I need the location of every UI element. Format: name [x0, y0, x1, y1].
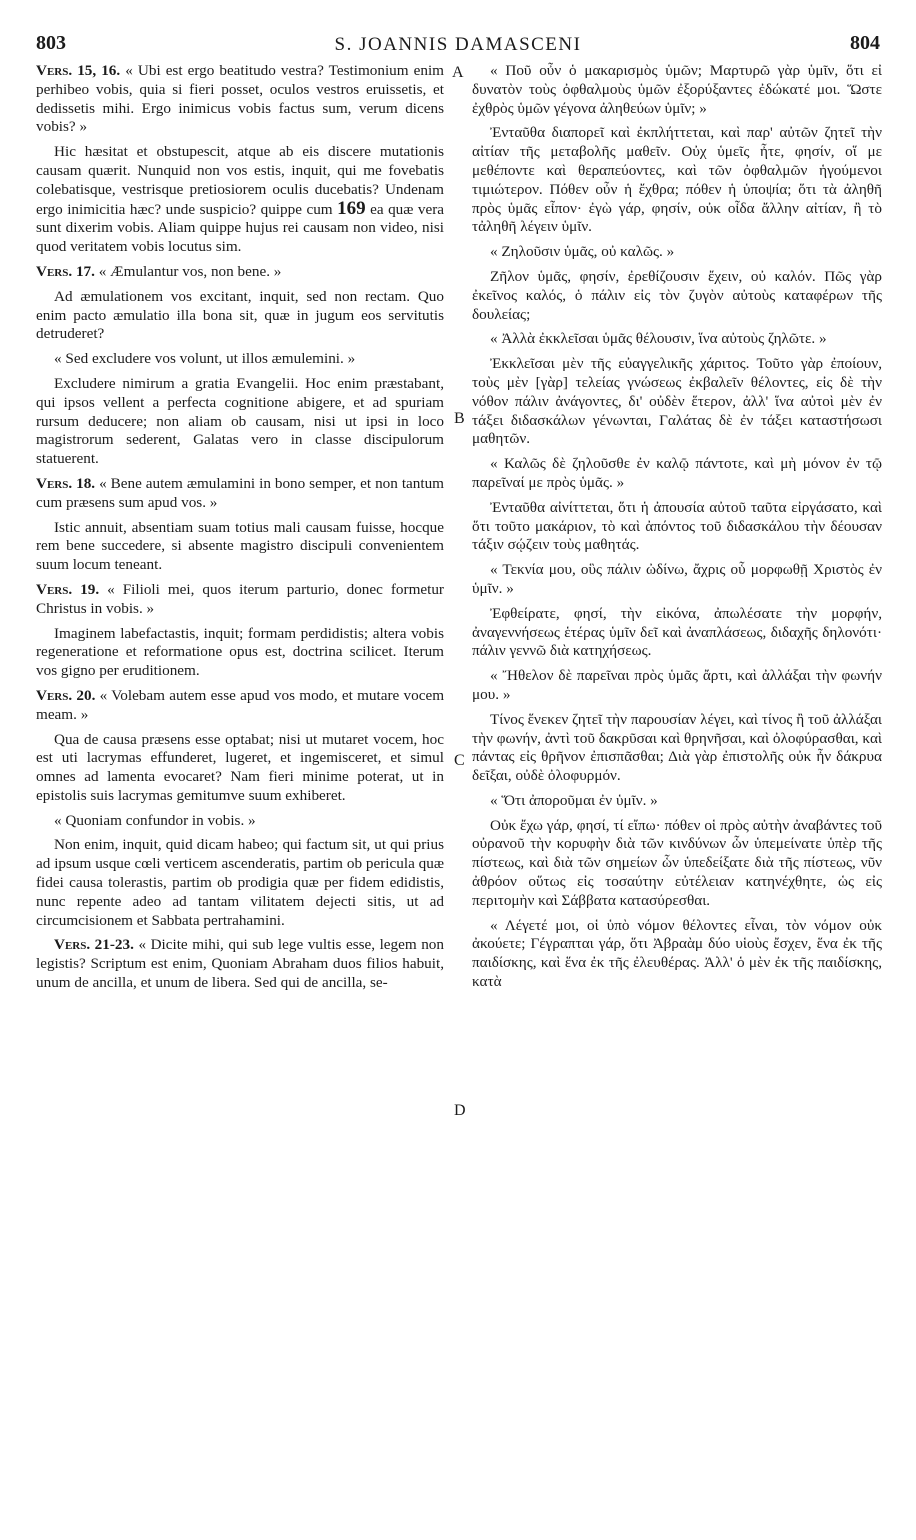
latin-paragraph: [36, 687, 444, 725]
latin-text: ea quæ vera sunt dixerim vobis. Aliam quippe hujus rei causam non video, nisi quod veritatem vobis locutus sim.: [36, 200, 445, 256]
verse-ref: Vers. 18.: [36, 474, 96, 492]
page-number-left: 803: [36, 32, 66, 54]
greek-column: [472, 62, 882, 998]
latin-paragraph: « Sed excludere vos volunt, ut illos æmulemini. »: [54, 350, 356, 368]
latin-paragraph: [36, 62, 444, 137]
latin-paragraph: [36, 143, 444, 257]
margin-letter-c: C: [454, 752, 465, 769]
latin-paragraph: « Quoniam confundor in vobis. »: [54, 811, 256, 829]
latin-column: [36, 62, 444, 999]
latin-text: Hic hæsitat et obstupescit, atque ab eis discere mutationis causam quærit. Nunquid non vos estis, inquit, qui me fovebatis colebatisque, vestrisque pretiosiorem oculis ducebatis? Undenam ergo inimicitia hæc? unde suspicio? quippe cum: [36, 143, 444, 218]
verse-text: « Filioli mei, quos iterum parturio, donec formetur Christus in vobis. »: [36, 580, 444, 617]
greek-paragraph: « Καλῶς δὲ ζηλοῦσθε ἐν καλῷ πάντοτε, καὶ μὴ μόνον ἐν τῷ παρεῖναί με πρὸς ὑμᾶς. »: [472, 455, 882, 491]
latin-paragraph: Istic annuit, absentiam suam totius mali causam fuisse, hocque rem bene succedere, si absente magistro discipuli convenientem suum locum teneant.: [36, 518, 444, 574]
running-header: [36, 32, 880, 60]
greek-paragraph: Ἐφθείρατε, φησί, τὴν εἰκόνα, ἀπωλέσατε τὴν μορφήν, ἀναγεννήσεως ἑτέρας ὑμῖν δεῖ καὶ ἀναπλάσεως, διδαχῆς δηλονότι· πάλιν γεννῶ διὰ κατηχήσεως.: [472, 604, 882, 660]
latin-paragraph: [36, 475, 444, 513]
latin-paragraph: [36, 936, 444, 992]
verse-text: « Bene autem æmulamini in bono semper, et non tantum cum præsens sum apud vos. »: [36, 474, 444, 511]
verse-text: « Dicite mihi, qui sub lege vultis esse, legem non legistis? Scriptum est enim, Quoniam Abraham duos filios habuit, unum de ancilla, et unum de libera. Sed qui de ancilla, se-: [36, 936, 444, 992]
greek-paragraph: « Ἀλλὰ ἐκκλεῖσαι ὑμᾶς θέλουσιν, ἵνα αὐτοὺς ζηλῶτε. »: [490, 330, 827, 348]
latin-paragraph: [36, 581, 444, 619]
greek-paragraph: « Ποῦ οὖν ὁ μακαρισμὸς ὑμῶν; Μαρτυρῶ γὰρ ὑμῖν, ὅτι εἰ δυνατὸν τοὺς ὀφθαλμοὺς ὑμῶν ἐξορύξαντες ἐδώκατέ μοι. Ὥστε ἐχθρὸς ὑμῶν γέγονα ἀληθεύων ὑμῖν; »: [472, 62, 882, 117]
verse-ref: Vers. 20.: [36, 686, 96, 704]
latin-paragraph: Qua de causa præsens esse optabat; nisi ut mutaret vocem, hoc est uti lacrymas effunderet, lugeret, et ingemisceret, et simul omnes ad lamenta evocaret? Nam fieri minime poterat, ut in epistolis suis lacrymas gemitumve suum exhiberet.: [36, 730, 444, 804]
page-number-right: 804: [850, 32, 880, 54]
verse-text: « Volebam autem esse apud vos modo, et mutare vocem meam. »: [36, 686, 445, 723]
verse-ref: Vers. 15, 16.: [36, 62, 121, 79]
greek-paragraph: Ζῆλον ὑμᾶς, φησίν, ἐρεθίζουσιν ἔχειν, οὐ καλόν. Πῶς γὰρ ἐκεῖνος καλός, ὁ πάλιν εἰς τὸν ζυγὸν αὐτοὺς καταφέρων τῆς δουλείας;: [472, 267, 882, 323]
greek-paragraph: « Ἤθελον δὲ παρεῖναι πρὸς ὑμᾶς ἄρτι, καὶ ἀλλάξαι τὴν φωνήν μου. »: [472, 667, 882, 703]
greek-paragraph: « Ζηλοῦσιν ὑμᾶς, οὐ καλῶς. »: [490, 243, 675, 261]
greek-paragraph: Ἐνταῦθα διαπορεῖ καὶ ἐκπλήττεται, καὶ παρ' αὐτῶν ζητεῖ τὴν αἰτίαν τῆς μεταβολῆς μαθεῖν. Οὐχ ὑμεῖς ἦτε, φησίν, οἵ με μεθέποντε καὶ θεραπεύοντες, καὶ τῶν ὀφθαλμῶν ἡγούμενοι τιμιώτερον. Πόθεν οὖν ἡ ἔχθρα; πόθεν ἡ ὑποψία; ὅτι τὰ ἀληθῆ πρὸς ὑμᾶς εἶπον· ἐγὼ γάρ, φησίν, οὐκ οἶδα ἄλλην αἰτίαν, ἢ τὸ τἀληθῆ λέγειν ὑμῖν.: [472, 124, 882, 236]
latin-paragraph: Imaginem labefactastis, inquit; formam perdidistis; altera vobis regeneratione et reformatione opus est, doctrina scilicet. Iterum vos gigno per eruditionem.: [36, 624, 444, 680]
verse-ref: Vers. 19.: [36, 580, 100, 598]
verse-ref: Vers. 17.: [36, 262, 95, 280]
greek-paragraph: Τίνος ἕνεκεν ζητεῖ τὴν παρουσίαν λέγει, καὶ τίνος ἢ τοῦ ἀλλάξαι τὴν φωνήν, ἀντὶ τοῦ δακρῦσαι καὶ θρηνῆσαι, καὶ ὀλοφύρασθαι, καὶ πάντας εἰς θρῆνον ἐπισπᾶσθαι; Διὰ γὰρ ἐπιστολῆς οὐκ ἦν δάκρυα δεῖξαι, οὐδὲ ὀλοφυρμόν.: [472, 710, 882, 785]
latin-paragraph: Non enim, inquit, quid dicam habeo; qui factum sit, ut qui prius ad ipsum usque cœli verticem ascenderatis, partim ob pericula quæ fidei causa tolerastis, partim ob prodigia quæ per fidem edidistis, nunc repente adeo ad tantam vilitatem dejecti sitis, ut ad circumcisionem et Sabbata pertrahamini.: [36, 836, 444, 929]
verse-text: « Ubi est ergo beatitudo vestra? Testimonium enim perhibeo vobis, quia si fieri posset, oculos vestros eruissetis, et dedissetis mihi. Ergo inimicus vobis factus sum, verum dicens vobis? »: [36, 62, 444, 136]
latin-paragraph: Excludere nimirum a gratia Evangelii. Hoc enim præstabant, qui ipsos vellent a perfecta cognitione abigere, et ad spuriam rursum deducere; non aliam ob causam, nisi ut ipsi in loco magistrorum sederent, Galatas vero in classe discipulorum statuerent.: [36, 374, 444, 468]
inline-page-number: 169: [337, 197, 366, 219]
latin-paragraph: Ad æmulationem vos excitant, inquit, sed non rectam. Quo enim pacto æmulatio illa bona sit, quæ in jugum eos servitutis detruderet?: [36, 287, 444, 343]
running-title: S. JOANNIS DAMASCENI: [334, 34, 582, 55]
greek-paragraph: « Τεκνία μου, οὓς πάλιν ὠδίνω, ἄχρις οὗ μορφωθῇ Χριστὸς ἐν ὑμῖν. »: [472, 561, 882, 597]
margin-letter-b: B: [454, 410, 465, 427]
greek-paragraph: Ἐνταῦθα αἰνίττεται, ὅτι ἡ ἀπουσία αὐτοῦ ταῦτα εἰργάσατο, καὶ ὅτι τοῦτο μακάριον, τὸ καὶ ἀπόντος τοῦ διδασκάλου τὴν δέουσαν τάξιν σῴζειν τοὺς μαθητάς.: [472, 498, 882, 554]
verse-ref: Vers. 21-23.: [54, 936, 134, 954]
verse-text: « Æmulantur vos, non bene. »: [98, 262, 282, 280]
margin-letter-a: A: [452, 64, 464, 81]
greek-paragraph: « Λέγετέ μοι, οἱ ὑπὸ νόμον θέλοντες εἶναι, τὸν νόμον οὐκ ἀκούετε; Γέγραπται γάρ, ὅτι Ἀβραὰμ δύο υἱοὺς ἔσχεν, ἕνα ἐκ τῆς παιδίσκης, καὶ ἕνα ἐκ τῆς ἐλευθέρας. Ἀλλ' ὁ μὲν ἐκ τῆς παιδίσκης, κατὰ: [472, 916, 882, 991]
greek-paragraph: « Ὅτι ἀποροῦμαι ἐν ὑμῖν. »: [490, 791, 658, 809]
greek-paragraph: Ἐκκλεῖσαι μὲν τῆς εὐαγγελικῆς χάριτος. Τοῦτο γὰρ ἐποίουν, τοὺς μὲν [γὰρ] τελείας γνώσεως ἐκβαλεῖν θέλοντες, εἰς δὲ τὴν νόθον πάλιν ἀνάγοντες, δι' οὐδὲν ἕτερον, ἀλλ' ἵνα αὐτοὶ μὲν ἐν τάξει διδασκάλων γένωνται, Γαλάτας δὲ ἐν τάξει καταστήσωσι μαθητῶν.: [472, 355, 882, 448]
margin-letter-d: D: [454, 1102, 466, 1119]
greek-paragraph: Οὐκ ἔχω γάρ, φησί, τί εἴπω· πόθεν οἱ πρὸς αὐτὴν ἀναβάντες τοῦ οὐρανοῦ τὴν κορυφὴν διὰ τῶν κινδύνων ὧν ὑπεμείνατε ὑπὲρ τῆς πίστεως, καὶ διὰ τῶν σημείων ὧν ὑπεδείξατε διὰ τῆς πίστεως, νῦν ἀθρόον οὕτως εἰς τοσαύτην εὐτέλειαν κατηνέχθητε, ὡς εἰς περιτομὴν καὶ Σάββατα κατασύρεσθαι.: [472, 816, 882, 909]
latin-paragraph: [36, 263, 444, 282]
